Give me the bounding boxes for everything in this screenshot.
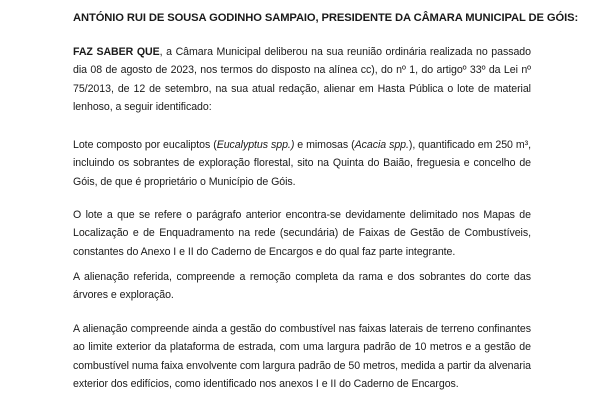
document-heading: ANTÓNIO RUI DE SOUSA GODINHO SAMPAIO, PRESIDENTE DA CÂMARA MUNICIPAL DE GÓIS: bbox=[73, 12, 579, 24]
lot-text-part2: e mimosas ( bbox=[294, 139, 355, 151]
announcement-text: , a Câmara Municipal deliberou na sua reunião ordinária realizada no passado dia 08 de agosto de 2023, nos termos do disposto na alínea cc), do nº 1, do artigoº 33º da Lei nº 75/2013, de 12 de setembro, na sua atual redação, alienar em Hasta Pública o lote de material lenhoso, a seguir identificado: bbox=[73, 46, 531, 113]
lot-species-acacia: Acacia spp. bbox=[354, 139, 409, 151]
lot-text-part3: ), quantificado em 250 m³, incluindo os sobrantes de exploração florestal, sito na Quinta do Baião, freguesia e concelho de Góis, de que é proprietário o Município de Góis. bbox=[73, 139, 532, 188]
paragraph-fuel-management: A alienação compreende ainda a gestão do combustível nas faixas laterais de terreno confinantes ao limite exterior da plataforma de estrada, com uma largura padrão de 10 metros e a gestão de combustível numa faixa envolvente com largura padrão de 50 metros, medida a partir da alvenaria exterior dos edifícios, como identificado nos anexos I e II do Caderno de Encargos. bbox=[73, 323, 531, 390]
lot-species-eucalyptus: Eucalyptus spp.) bbox=[216, 139, 295, 151]
paragraph-announcement bbox=[73, 43, 531, 116]
announcement-lead: FAZ SABER QUE bbox=[73, 46, 160, 58]
lot-text-part1: Lote composto por eucaliptos ( bbox=[73, 139, 217, 151]
paragraph-lot-delimitation: O lote a que se refere o parágrafo anterior encontra-se devidamente delimitado nos Mapas de Localização e de Enquadramento na rede (secundária) de Faixas de Gestão de Combustíveis, constantes do Anexo I e II do Caderno de Encargos e do qual faz parte integrante. bbox=[73, 209, 531, 258]
paragraph-lot-description bbox=[73, 136, 531, 191]
paragraph-removal-scope: A alienação referida, compreende a remoção completa da rama e dos sobrantes do corte das árvores e exploração. bbox=[73, 271, 531, 302]
